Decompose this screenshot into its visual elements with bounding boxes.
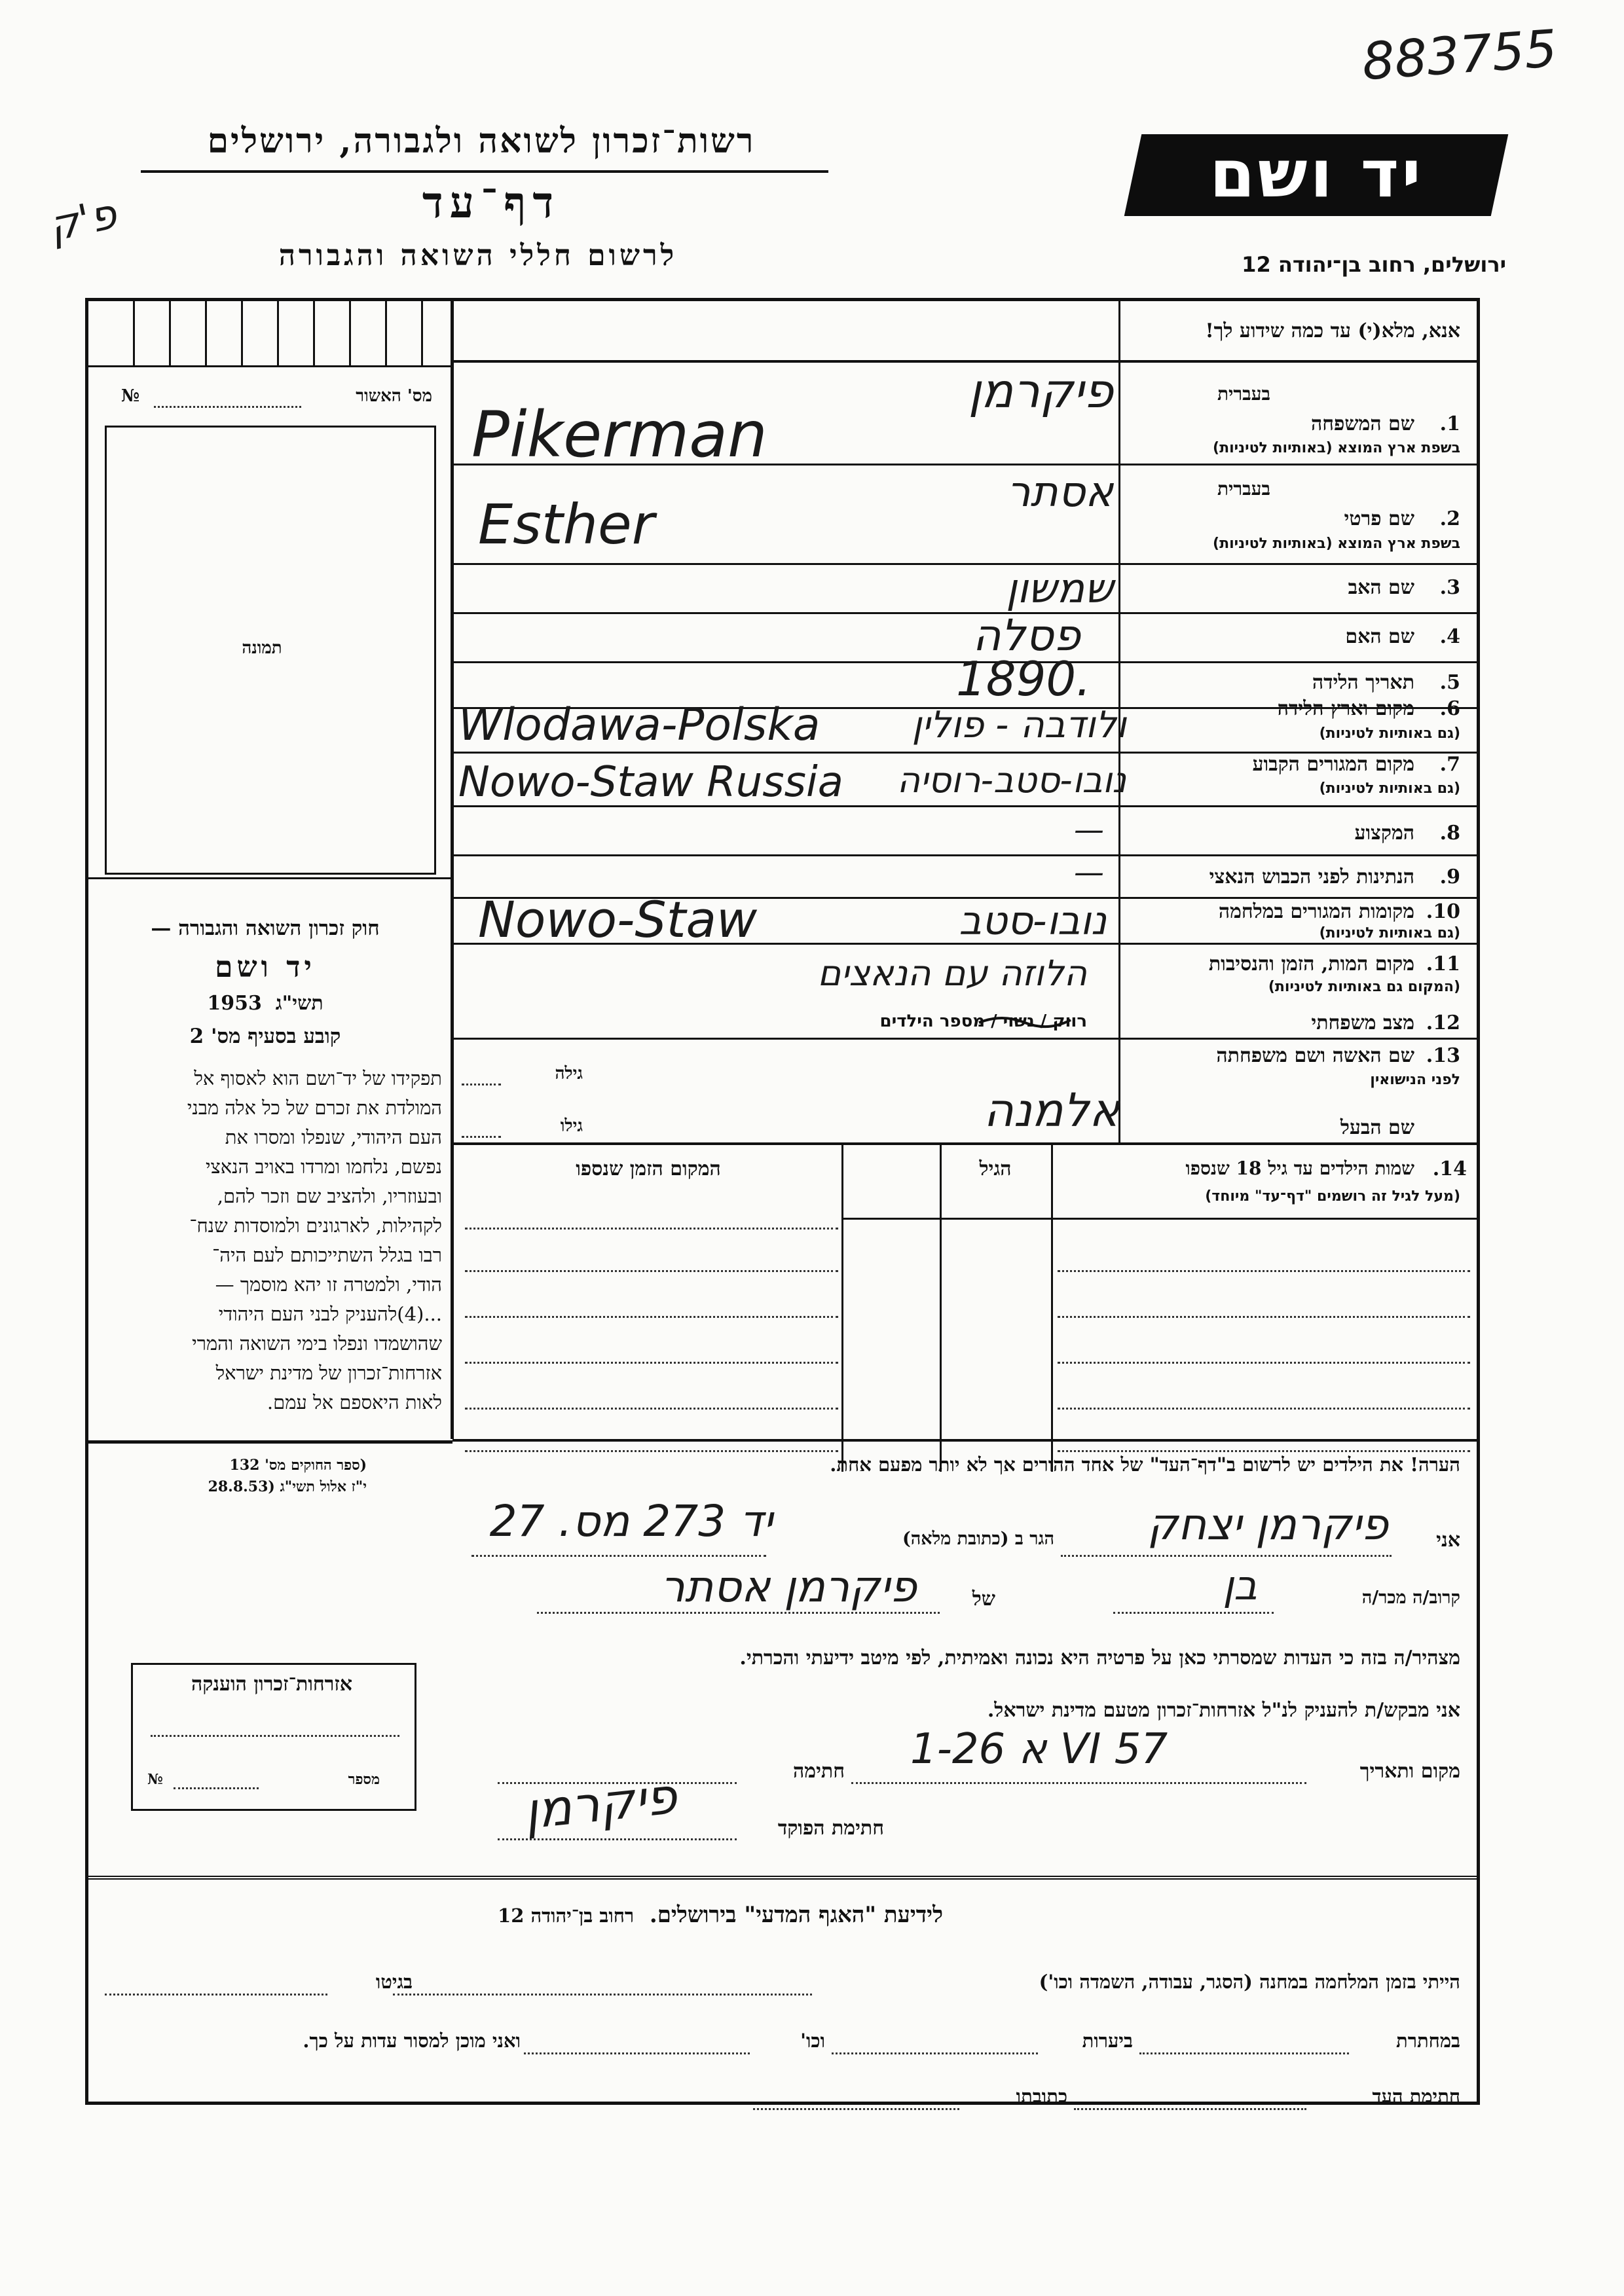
family-name-latin: Pikerman (471, 398, 767, 471)
footer-title: לידיעת "האגף המדעי" בירושלים. (649, 1902, 943, 1928)
first-name-hebrew: אסתר (1006, 468, 1113, 517)
logo-text: יד ושם (1209, 136, 1424, 212)
field-1-label: שם המשפחה (1310, 412, 1414, 435)
photo-label: תמונה (242, 638, 282, 658)
field-6-label: מקום וארץ הלידה (1277, 697, 1414, 720)
header-address: ירושלים, רחוב בן־יהודה 12 (1242, 252, 1506, 277)
law-line: המולדת את זכרם של כל אלה מבני (187, 1097, 442, 1119)
law-line: שהושמדו ונפלו בימי השואה והמרי (192, 1332, 442, 1355)
law-line: אזרחות־זכרון של מדינת ישראל (215, 1362, 442, 1384)
law-line: ובעוזריו, ולהציב שם וזכר להם, (217, 1185, 442, 1207)
field-10-sub: (גם באותיות לטיניות) (1319, 925, 1460, 941)
place-date-value: 1-א 26 VI 57 (910, 1725, 1168, 1774)
resides-label: הגר ב (כתובת מלאה) (902, 1529, 1054, 1549)
children-age-header: הגיל (979, 1157, 1012, 1180)
husband-value: אלמנה (984, 1084, 1120, 1137)
residence-hebrew: נובו-סטב-רוסיה (896, 759, 1126, 801)
field-11-num: 11. (1426, 953, 1460, 975)
birth-date: 1890. (956, 651, 1092, 706)
wife-age-label: גילה (555, 1064, 583, 1084)
law-line: לקהילות, לארגונים ולמוסדות שנח־ (189, 1214, 442, 1237)
marital-options: רווק / נשוי / מספר הילדים (879, 1011, 1087, 1031)
declaration-i-label: אני (1436, 1529, 1460, 1552)
declarant-name: פיקרמן יצחק (1147, 1499, 1388, 1550)
place-date-label: מקום ותאריך (1359, 1760, 1460, 1783)
father-name: שמשון (1006, 564, 1113, 612)
declarant-address: יד 273 מס. 27 (489, 1496, 773, 1546)
field-7-sub: (גם באותיות לטיניות) (1319, 780, 1460, 797)
field-4-num: 4. (1439, 625, 1460, 648)
field-9-label: הנתינות לפני הכבוש הנאצי (1209, 866, 1414, 888)
field-3-label: שם האב (1348, 576, 1414, 599)
field-5-label: תאריך הלידה (1312, 671, 1414, 694)
footer-line3b: כתובתו (1016, 2085, 1067, 2107)
field-11-sub: (המקום גם באותיות לטיניות) (1268, 979, 1460, 995)
first-name-latin: Esther (478, 492, 655, 556)
field-5-num: 5. (1439, 671, 1460, 694)
law-name: יד ושם (215, 951, 316, 984)
official-sig-label: חתימת הפוקד (777, 1817, 884, 1840)
footer-line2a: במחתרת (1396, 2030, 1460, 2052)
archive-number: 883755 (1360, 19, 1559, 92)
number-label: מספר (348, 1771, 380, 1788)
field-6-num: 6. (1439, 697, 1460, 720)
intro-text: אנא, מלא(י) עד כמה שידוע לך! (1205, 319, 1460, 342)
form-subtitle: לרשום חללי השואה והגבורה (278, 239, 678, 272)
statement-2: אני מבקש/ת להעניק לנ"ל אזרחות־זכרון מטעם מדינת ישראל. (987, 1699, 1460, 1722)
field-7-num: 7. (1439, 753, 1460, 776)
law-line: העם היהודי, שנפלו ומסרו את (225, 1126, 442, 1148)
field-7-label: מקום המגורים הקבוע (1252, 753, 1414, 776)
footer-address: רחוב בן־יהודה 12 (498, 1904, 635, 1927)
war-residence-hebrew: נובו-סטב (959, 898, 1107, 944)
relation-value: בן (1223, 1561, 1257, 1609)
field-9-num: 9. (1439, 866, 1460, 888)
approval-symbol: № (121, 386, 140, 406)
field-1-num: 1. (1439, 412, 1460, 435)
form-title: דף־עד (422, 177, 561, 228)
footer-line2b: ביערות (1082, 2030, 1133, 2052)
law-year-row (92, 992, 439, 1015)
law-ref-2: י"ז אלול תשי"ג (28.8.53 (208, 1478, 367, 1495)
footer-line1a: הייתי בזמן המלחמה במחנה (הסגר, עבודה, השמדה וכו') (1039, 1971, 1460, 1993)
birth-place-hebrew: ולודבה - פולין (912, 704, 1126, 746)
law-year-heb: תשי"ג (275, 992, 323, 1015)
corner-mark: פ'ק (45, 190, 121, 251)
law-year: 1953 (207, 992, 262, 1015)
field-2-sub: בשפת ארץ המוצא (באותיות לטיניות) (1213, 536, 1460, 552)
approval-label: מס' האשור (356, 386, 432, 406)
law-line: רבו בגלל השתייכותם לעם היה־ (212, 1244, 442, 1266)
hebrew-tag: בעברית (1217, 383, 1270, 405)
law-line: ...(4)להעניק לבני העם היהודי (218, 1303, 442, 1325)
law-title: חוק זכרון השואה והגבורה — (151, 917, 380, 940)
relation-label: קרוב/ה מכר/ה (1361, 1588, 1460, 1608)
field-12-num: 12. (1426, 1011, 1460, 1034)
field-1-sub: בשפת ארץ המוצא (באותיות לטיניות) (1213, 440, 1460, 456)
hebrew-tag: בעברית (1217, 478, 1270, 500)
footer-line2d: ואני מוכן למסור עדות על כך. (303, 2030, 521, 2052)
birth-place-latin: Wlodawa-Polska (458, 699, 821, 751)
law-clause: קובע בסעיף מס' 2 (189, 1025, 341, 1048)
citizenship-title: אזרחות־זכרון הוענקה (191, 1673, 353, 1696)
footer-line3a: חתימת העד (1372, 2085, 1460, 2107)
mother-name: פסלה (972, 610, 1080, 661)
field-10-num: 10. (1426, 900, 1460, 923)
death-circumstances: הלוזה עם הנאצים (817, 953, 1087, 994)
yad-vashem-logo (1124, 134, 1509, 216)
residence-latin: Nowo-Staw Russia (458, 758, 843, 807)
field-14-label: שמות הילדים עד גיל 18 שנספו (1185, 1157, 1414, 1179)
of-label: של (972, 1588, 995, 1611)
family-name-hebrew: פיקרמן (968, 363, 1113, 418)
footer-line2c: וכו' (800, 2030, 825, 2052)
code-boxes (87, 300, 451, 365)
field-2-num: 2. (1439, 507, 1460, 530)
footer-heading (262, 1902, 1179, 1928)
field-6-sub: (גם באותיות לטיניות) (1319, 725, 1460, 742)
nationality-value: — (1074, 854, 1104, 890)
occupation-value: — (1074, 812, 1104, 847)
field-13-num: 13. (1426, 1044, 1460, 1067)
note-text: הערה! את הילדים יש לרשום ב"דף־העד" של אחד ההורים אך לא יותר מפעם אחת. (830, 1453, 1460, 1476)
law-ref-1: (ספר החוקים מס' 132 (229, 1457, 367, 1474)
husband-age-label: גילו (560, 1116, 583, 1136)
field-4-label: שם האם (1345, 625, 1414, 648)
signature-value: פיקרמן (521, 1766, 680, 1840)
war-residence-latin: Nowo-Staw (478, 890, 758, 949)
field-3-num: 3. (1439, 576, 1460, 599)
field-13-sub: לפני הנישואין (1370, 1072, 1460, 1088)
children-place-header: המקום הזמן שנספו (576, 1157, 721, 1180)
law-text (92, 1064, 442, 1417)
field-8-num: 8. (1439, 822, 1460, 845)
field-12-label: מצב משפחתי (1311, 1011, 1414, 1034)
victim-name: פיקרמן אסתר (660, 1561, 917, 1612)
field-13-label: שם האשה ושם משפחתה (1216, 1044, 1414, 1067)
statement-1: מצהיר/ה בזה כי העדות שמסרתי כאן על פרטיה היא נכונה ואמיתית, לפי מיטב ידיעתי והכרתי. (739, 1647, 1460, 1669)
field-14-sub: (מעל לגיל זה רושמים "דף־עד" מיוחד) (1205, 1188, 1460, 1205)
signature-label: חתימה (793, 1760, 845, 1783)
law-line: נפשם, נלחמו ומרדו באויב הנאצי (205, 1156, 442, 1178)
law-line: תפקידו של יד־ושם הוא לאסוף אל (194, 1067, 442, 1089)
field-10-label: מקומות המגורים במלחמה (1218, 900, 1414, 923)
law-line: לאות היאספם אל עמם. (267, 1391, 442, 1413)
field-11-label: מקום המות, הזמן והנסיבות (1208, 953, 1414, 975)
husband-label: שם הבעל (1340, 1116, 1414, 1139)
authority-title: רשות־זכרון לשואה ולגבורה, ירושלים (207, 121, 756, 161)
field-14-num: 14. (1432, 1157, 1467, 1180)
field-8-label: המקצוע (1354, 822, 1414, 845)
field-2-label: שם פרטי (1344, 507, 1414, 530)
marital-strike (976, 1008, 1074, 1034)
number-symbol: № (147, 1771, 163, 1788)
law-line: הודי, ולמטרה זו יהא מוסמך — (215, 1273, 442, 1296)
footer-line1b: בגיטו (375, 1971, 413, 1993)
